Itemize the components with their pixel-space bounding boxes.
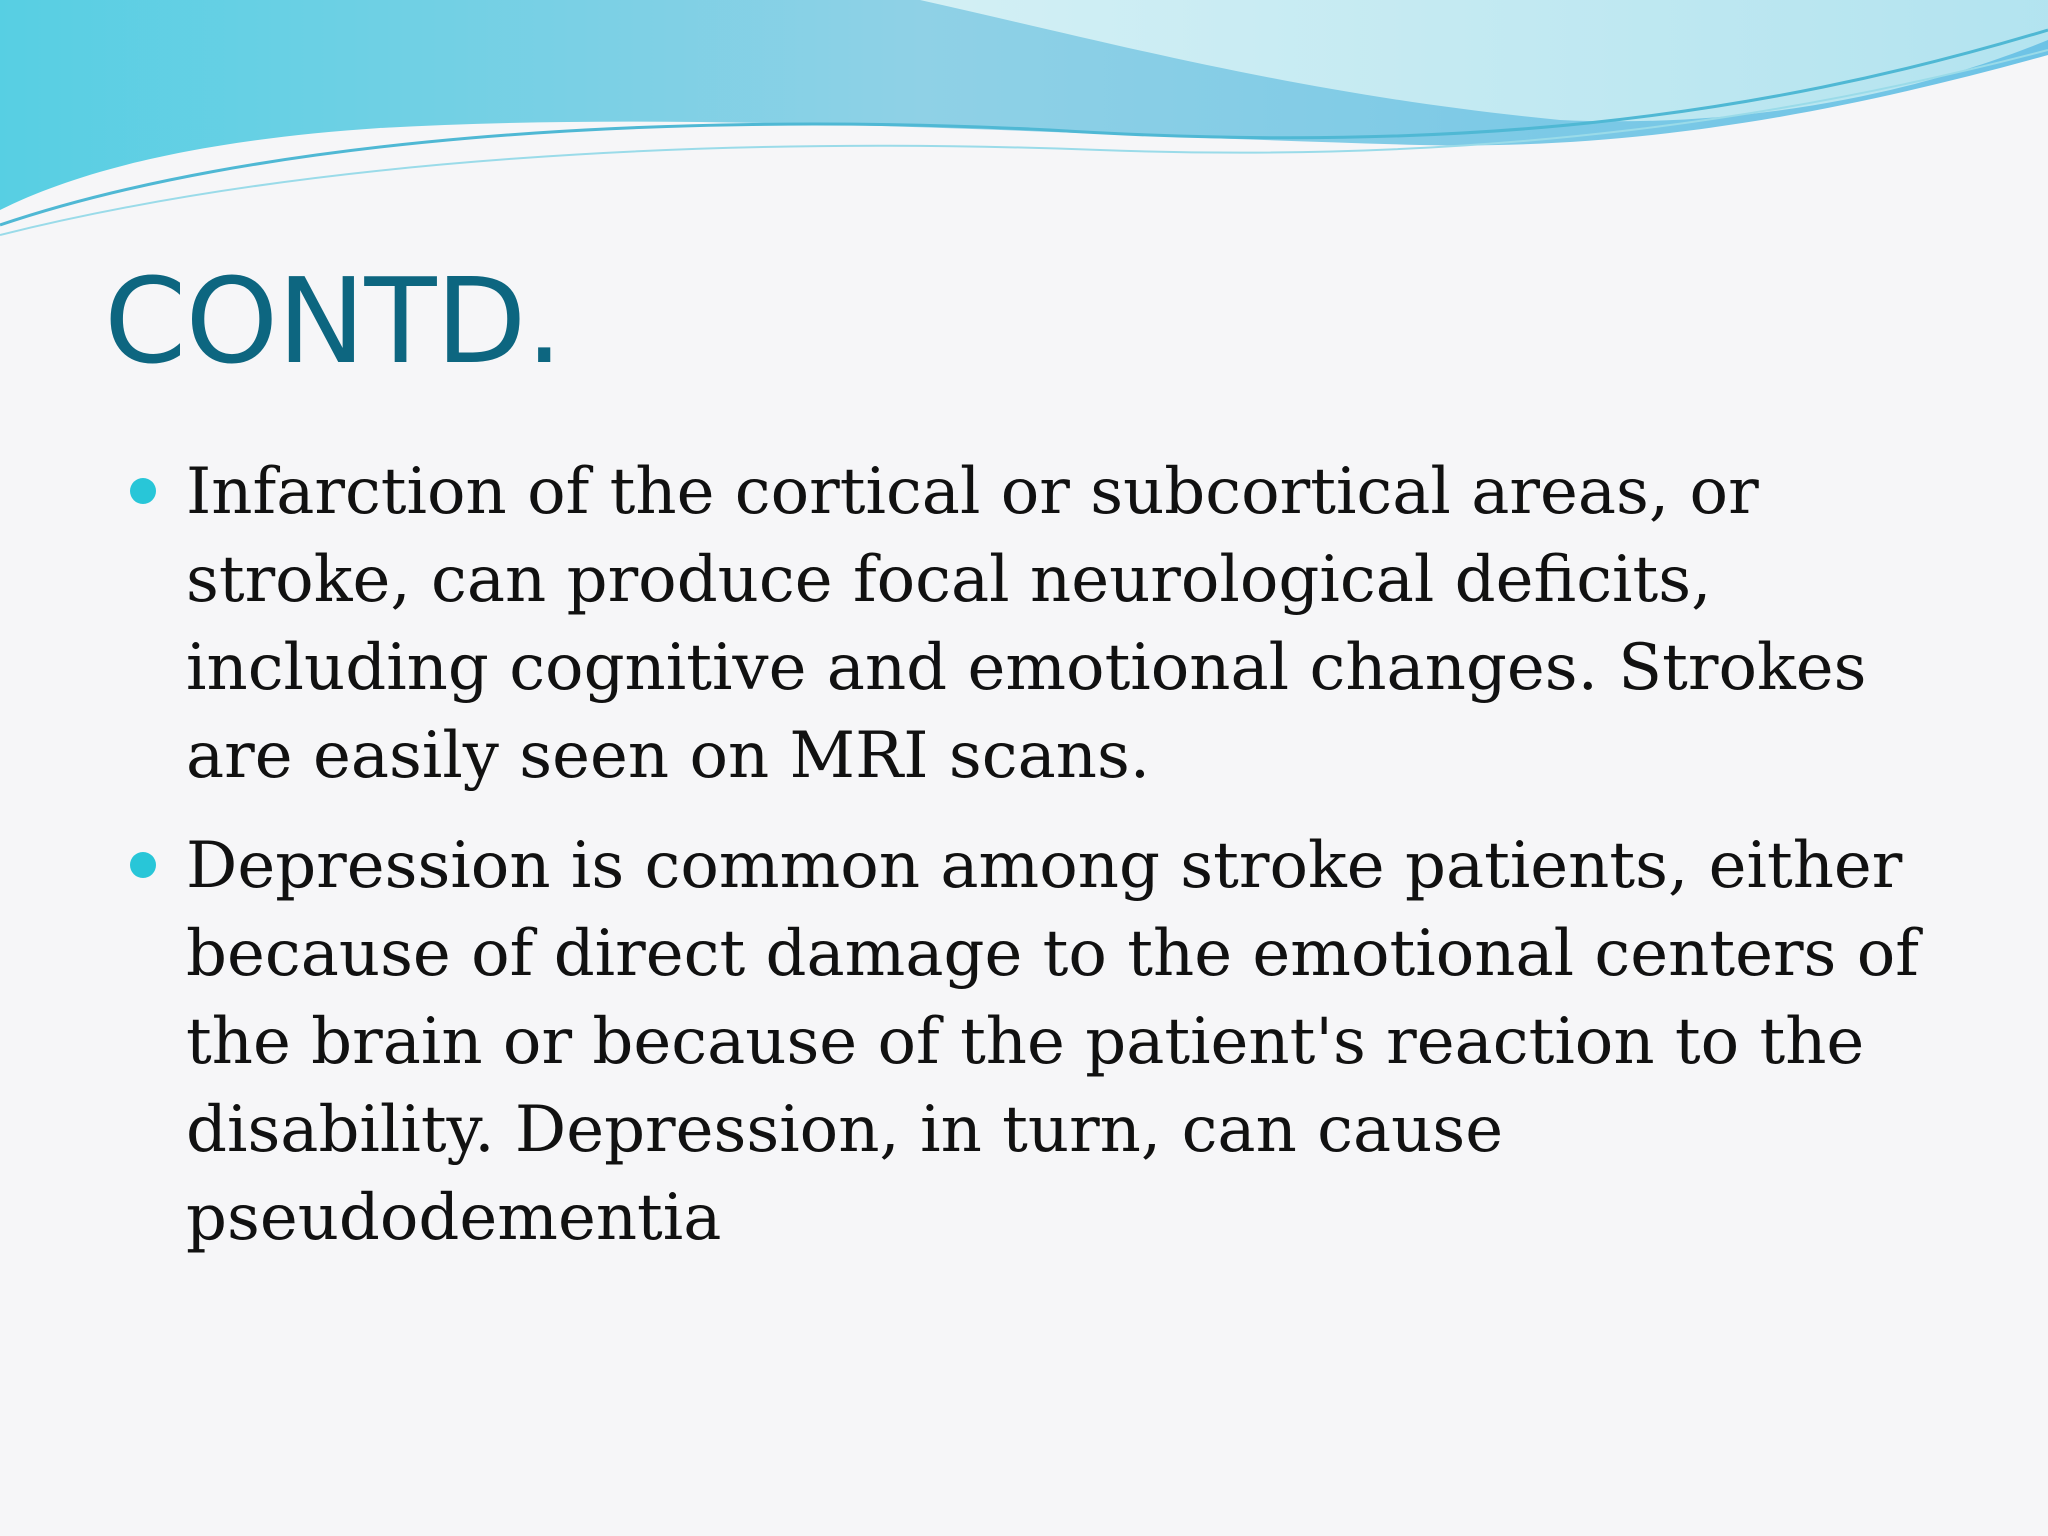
bullet-list [130, 448, 1930, 1284]
bullet-item [130, 822, 1930, 1262]
bullet-text: Depression is common among stroke patients, either because of direct damage to the emotional centers of the brain or because of the patient's reaction to the disability. Depression, in turn, can cause pseudodementia [186, 829, 1919, 1255]
slide-title: CONTD. [104, 252, 562, 390]
bullet-dot-icon [130, 852, 156, 878]
bullet-text: Infarction of the cortical or subcortical areas, or stroke, can produce focal neurological deficits, including cognitive and emotional changes. Strokes are easily seen on MRI scans. [186, 455, 1867, 793]
bullet-dot-icon [130, 478, 156, 504]
header-wave-decoration [0, 0, 2048, 240]
bullet-item [130, 448, 1930, 800]
